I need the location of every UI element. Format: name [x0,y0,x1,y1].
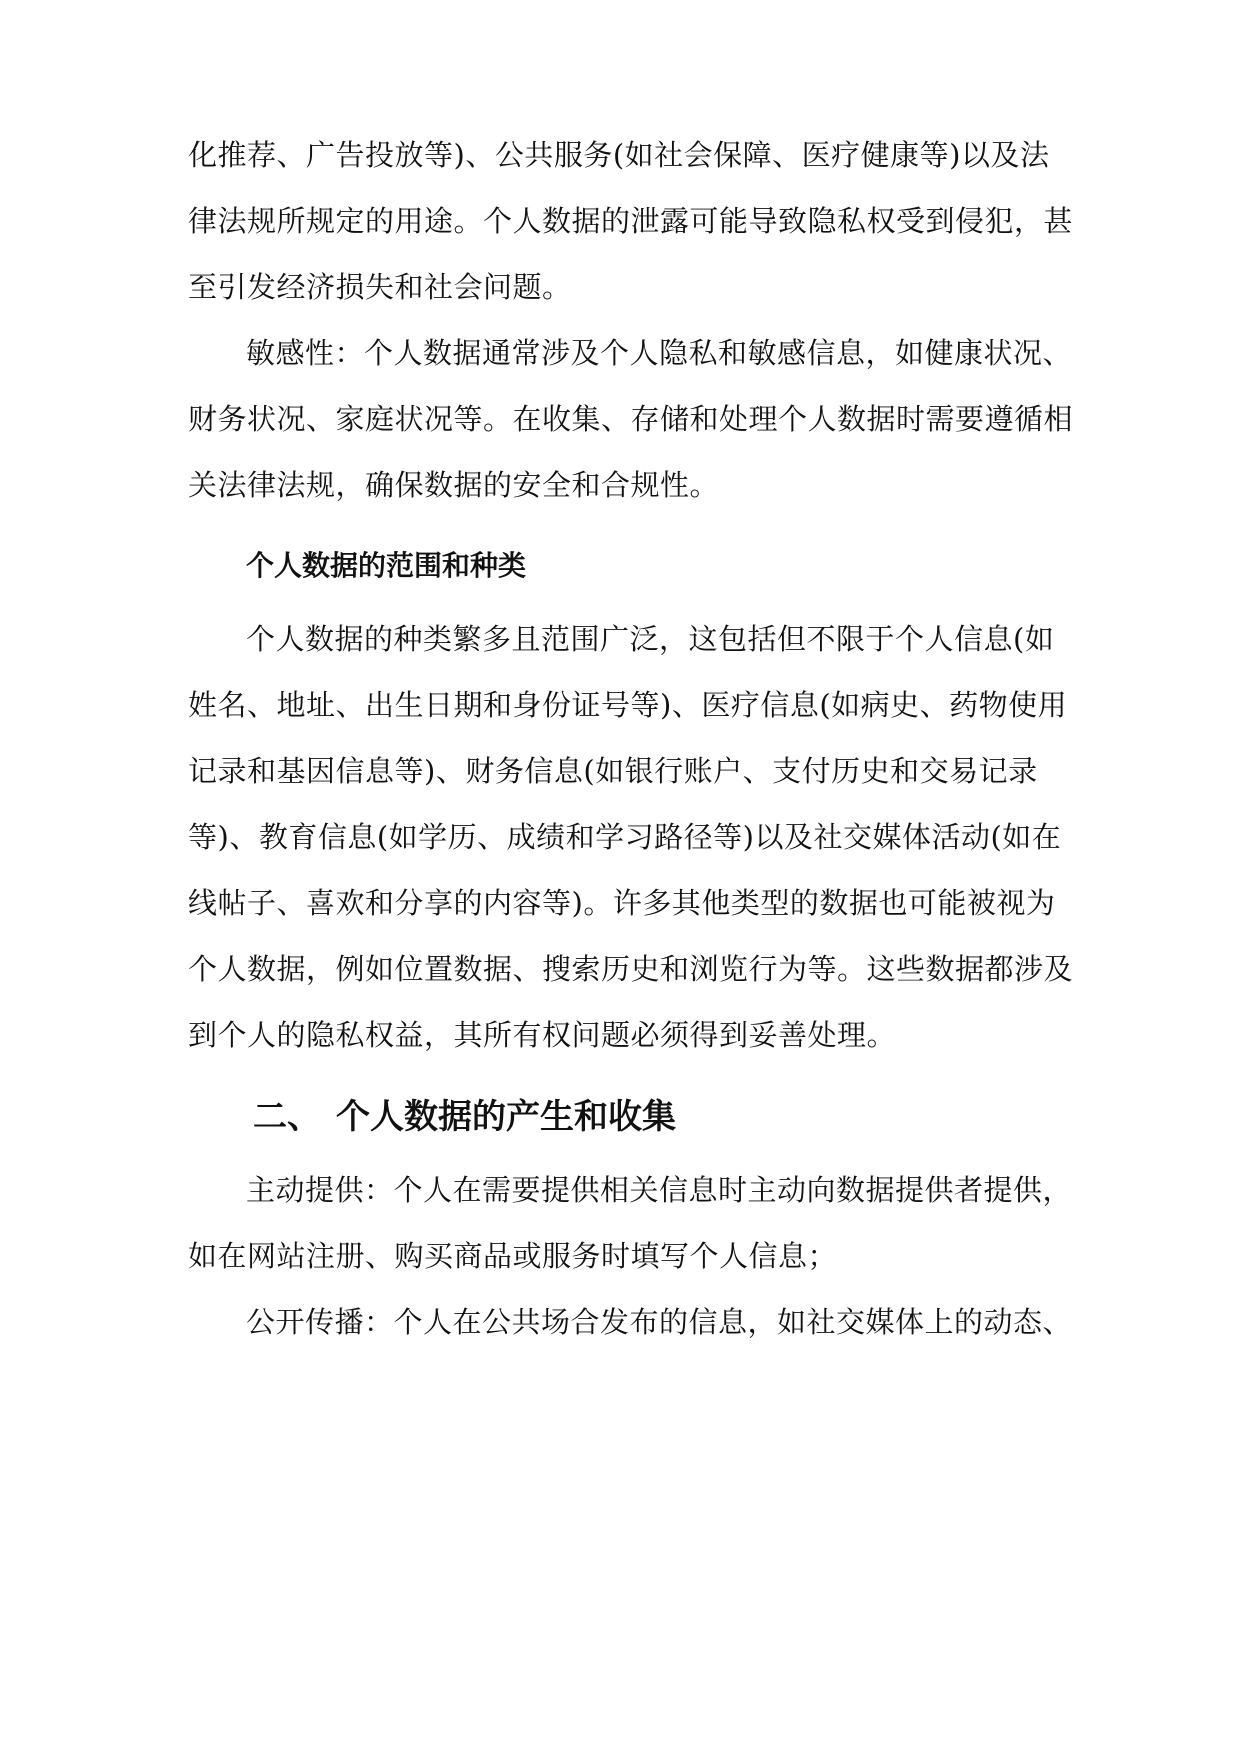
section-heading [253,1097,676,1137]
paragraph-line: 个人数据的种类繁多且范围广泛，这包括但不限于个人信息(如 [246,622,1055,656]
paragraph-line: 主动提供：个人在需要提供相关信息时主动向数据提供者提供， [246,1173,1073,1207]
paragraph-line: 律法规所规定的用途。个人数据的泄露可能导致隐私权受到侵犯，甚 [188,204,1074,238]
paragraph-line: 记录和基因信息等)、财务信息(如银行账户、支付历史和交易记录 [188,754,1038,788]
paragraph-line: 姓名、地址、出生日期和身份证号等)、医疗信息(如病史、药物使用 [188,688,1068,722]
paragraph-line: 如在网站注册、购买商品或服务时填写个人信息； [188,1239,838,1273]
subheading: 个人数据的范围和种类 [246,549,527,582]
paragraph-line: 至引发经济损失和社会问题。 [188,270,572,304]
paragraph-line: 化推荐、广告投放等)、公共服务(如社会保障、医疗健康等)以及法 [188,138,1050,172]
paragraph-line: 个人数据，例如位置数据、搜索历史和浏览行为等。这些数据都涉及 [188,952,1074,986]
section-title: 个人数据的产生和收集 [336,1097,676,1137]
paragraph-line: 财务状况、家庭状况等。在收集、存储和处理个人数据时需要遵循相 [188,402,1074,436]
paragraph-line: 线帖子、喜欢和分享的内容等)。许多其他类型的数据也可能被视为 [188,886,1056,920]
paragraph-line: 关法律法规，确保数据的安全和合规性。 [188,468,720,502]
section-number: 二、 [253,1097,321,1137]
paragraph-line: 公开传播：个人在公共场合发布的信息，如社交媒体上的动态、 [246,1305,1073,1339]
paragraph-line: 敏感性：个人数据通常涉及个人隐私和敏感信息，如健康状况、 [246,336,1073,370]
paragraph-line: 等)、教育信息(如学历、成绩和学习路径等)以及社交媒体活动(如在 [188,820,1062,854]
paragraph-line: 到个人的隐私权益，其所有权问题必须得到妥善处理。 [188,1018,897,1052]
